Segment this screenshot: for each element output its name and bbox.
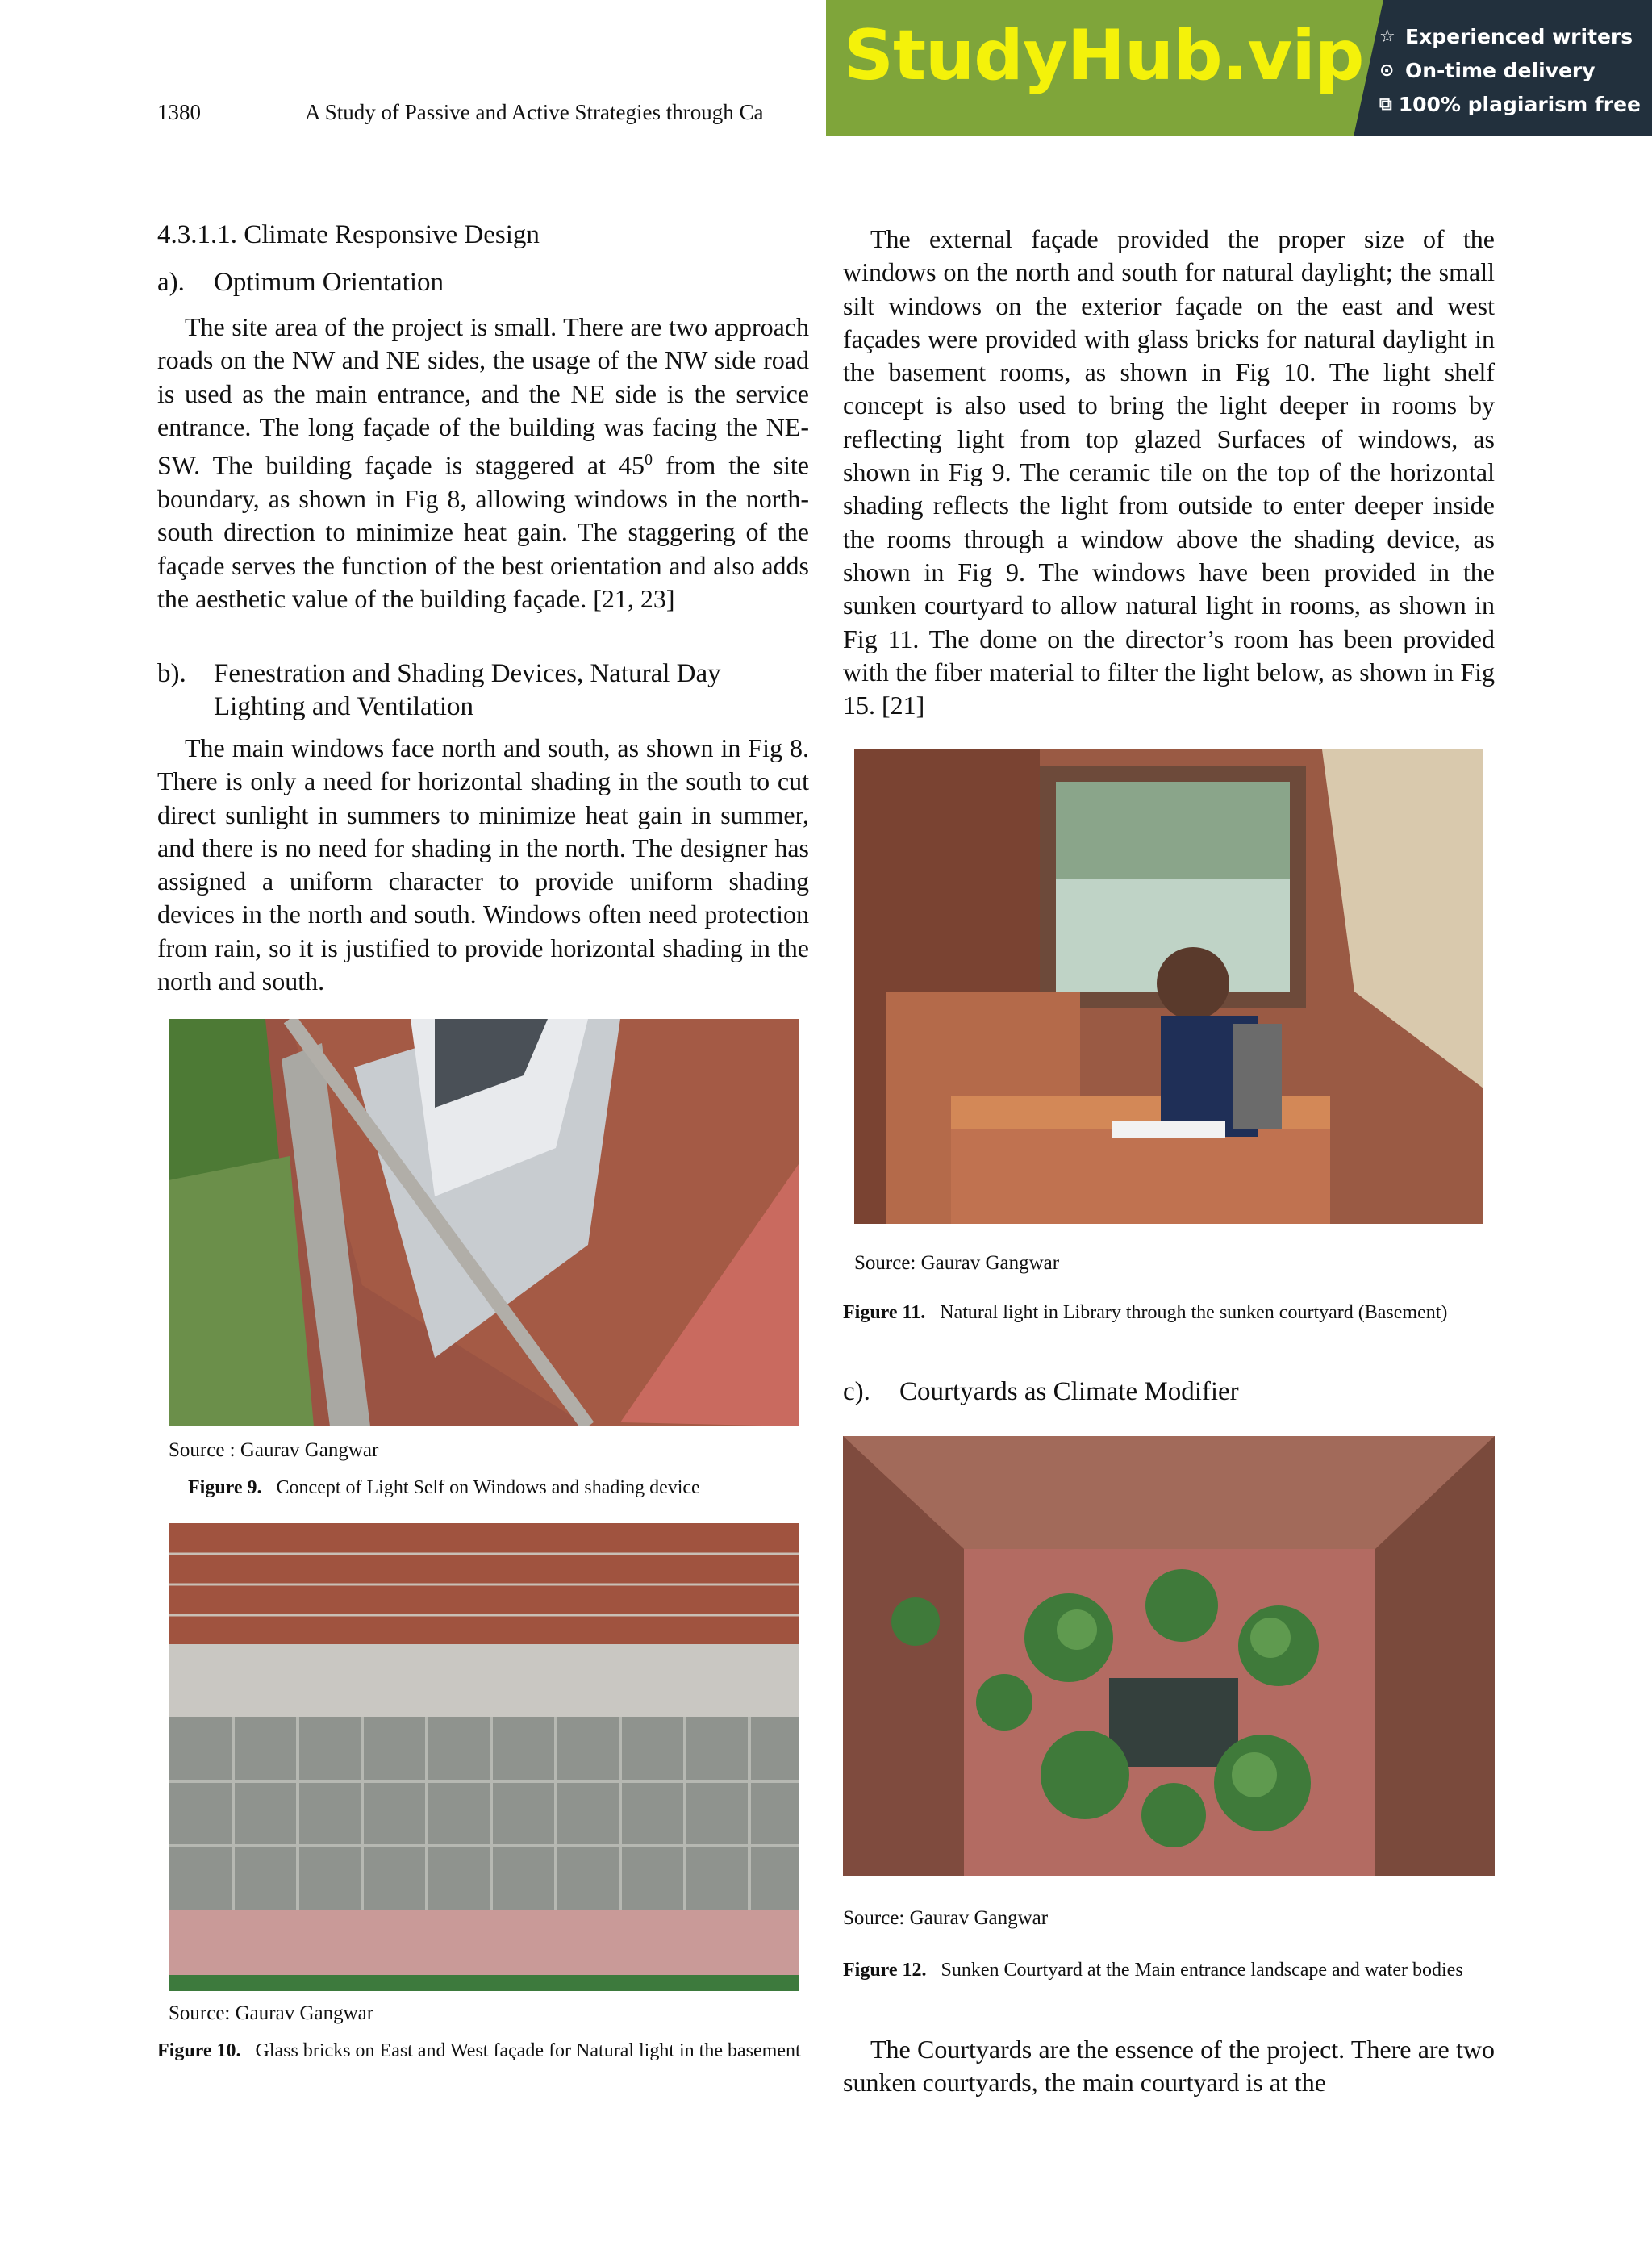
subsection-title: Fenestration and Shading Devices, Natural Day — [214, 659, 721, 688]
caption-text: Glass bricks on East and West façade for Natural light in the basement — [255, 2040, 801, 2061]
subsection-title: Optimum Orientation — [214, 268, 444, 297]
figure-12-image — [843, 1436, 1495, 1876]
banner-feature-text: 100% plagiarism free — [1398, 92, 1641, 116]
figure-12-illustration — [843, 1436, 1495, 1876]
subsection-c-heading — [843, 1377, 1239, 1407]
figure-11-image — [854, 749, 1483, 1224]
subsection-title: Courtyards as Climate Modifier — [899, 1377, 1239, 1406]
running-title: A Study of Passive and Active Strategies through Ca — [305, 100, 764, 124]
paragraph-text: from the site boundary, as shown in Fig 8, allowing windows in the north-south direction to minimize heat gain. The staggering of the façade serves the function of the best orientation and also adds the aesthetic value of the building façade. [21, 23] — [157, 450, 810, 614]
figure-label: Figure 12. — [843, 1960, 927, 1981]
figure-11-source: Source: Gaurav Gangwar — [854, 1252, 1060, 1274]
page-number: 1380 — [157, 100, 201, 124]
subsection-a-heading — [157, 268, 444, 298]
figure-9-illustration — [169, 1019, 799, 1426]
copy-icon: ⧉ — [1379, 94, 1392, 115]
banner-feature-text: On-time delivery — [1405, 58, 1596, 82]
banner-feature-text: Experienced writers — [1405, 24, 1633, 48]
subsection-title: Lighting and Ventilation — [214, 692, 474, 721]
figure-label: Figure 9. — [188, 1477, 262, 1498]
paragraph-orientation — [157, 311, 809, 616]
banner-feature — [1379, 19, 1637, 53]
figure-label: Figure 11. — [843, 1302, 926, 1323]
figure-9-caption — [188, 1474, 700, 1501]
banner-feature — [1379, 53, 1637, 87]
figure-10-image — [169, 1523, 799, 1991]
figure-9-source: Source : Gaurav Gangwar — [169, 1439, 379, 1461]
subsection-label: a). — [157, 268, 185, 297]
studyhub-banner[interactable] — [826, 0, 1652, 136]
caption-text: Natural light in Library through the sunken courtyard (Basement) — [940, 1302, 1448, 1323]
banner-features-list — [1379, 19, 1641, 121]
subsection-b-heading — [157, 658, 721, 724]
figure-10-source: Source: Gaurav Gangwar — [169, 2002, 374, 2024]
figure-10-caption — [157, 2037, 809, 2065]
figure-11-illustration — [854, 749, 1483, 1224]
caption-text: Concept of Light Self on Windows and shading device — [276, 1477, 700, 1498]
section-heading: 4.3.1.1. Climate Responsive Design — [157, 220, 540, 249]
subsection-label: c). — [843, 1377, 870, 1406]
clock-icon: ⊙ — [1379, 60, 1395, 81]
superscript: 0 — [645, 451, 653, 470]
caption-text: Sunken Courtyard at the Main entrance landscape and water bodies — [941, 1960, 1463, 1981]
figure-label: Figure 10. — [157, 2040, 241, 2061]
figure-11-caption — [843, 1299, 1495, 1326]
paragraph-courtyards: The Courtyards are the essence of the project. There are two sunken courtyards, the main courtyard is at the — [843, 2035, 1495, 2098]
paragraph-fenestration: The main windows face north and south, as shown in Fig 8. There is only a need for horizontal shading in the south to cut direct sunlight in summers to minimize heat gain in summer, and there is no need for shading in the north. The designer has assigned a uniform character to provide uniform shading devices in the north and south. Windows often need protection from rain, so it is justified to provide horizontal shading in the north and south. — [157, 733, 809, 996]
figure-12-source: Source: Gaurav Gangwar — [843, 1907, 1049, 1929]
figure-12-caption — [843, 1956, 1495, 1984]
paragraph-text: The site area of the project is small. There are two approach roads on the NW and NE sides, the usage of the NW side road is used as the main entrance, and the NE side is the service entrance. The long façade of the building was facing the NE-SW. The building façade is staggered at 45 — [157, 312, 809, 480]
banner-logo: StudyHub.vip — [844, 15, 1364, 96]
figure-9-image — [169, 1019, 799, 1426]
subsection-label: b). — [157, 659, 186, 688]
paragraph-external-facade: The external façade provided the proper size of the windows on the north and south for natural daylight; the small silt windows on the exterior façade on the east and west façades were provided with glass bricks for natural daylight in the basement rooms, as shown in Fig 10. The light shelf concept is also used to bring the light deeper in rooms by reflecting light from top glazed Surfaces of windows, as shown in Fig 9. The ceramic tile on the top of the horizontal shading reflects the light from outside to enter deeper inside the rooms through a window above the shading device, as shown in Fig 9. The windows have been provided in the sunken courtyard to allow natural light in rooms, as shown in Fig 11. The dome on the director’s room has been provided with the fiber material to filter the light below, as shown in Fig 15. [21] — [843, 224, 1495, 720]
figure-10-illustration — [169, 1523, 799, 1991]
banner-feature — [1379, 87, 1641, 121]
star-icon: ☆ — [1379, 26, 1395, 47]
